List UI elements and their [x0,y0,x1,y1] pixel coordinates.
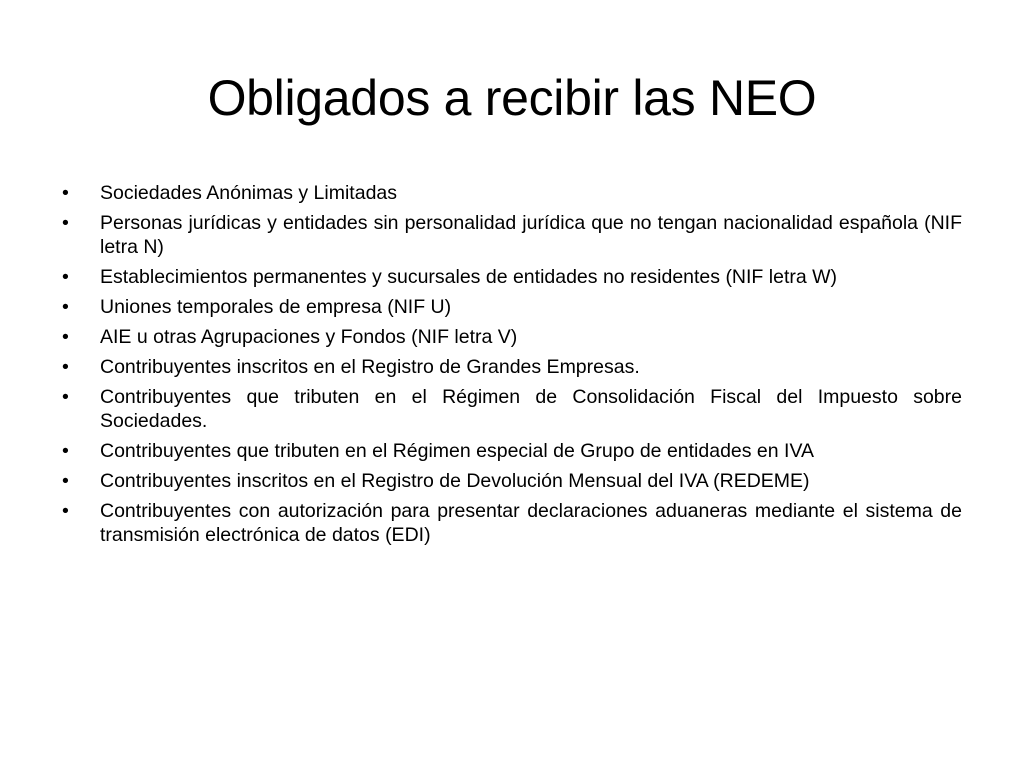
list-item [62,295,962,319]
bullet-icon: • [62,356,69,378]
list-item-text: Sociedades Anónimas y Limitadas [100,182,398,204]
list-item-text: AIE u otras Agrupaciones y Fondos (NIF letra V) [100,326,518,348]
bullet-icon: • [62,500,69,522]
bullet-icon: • [62,386,69,408]
bullet-icon: • [62,266,69,288]
bullet-icon: • [62,470,69,492]
list-item-text: Contribuyentes inscritos en el Registro de Grandes Empresas. [100,356,640,378]
list-item [62,385,962,433]
list-item [62,469,962,493]
list-item-text: Personas jurídicas y entidades sin personalidad jurídica que no tengan nacionalidad española (NIF letra N) [100,212,962,258]
list-item-text: Contribuyentes inscritos en el Registro de Devolución Mensual del IVA (REDEME) [100,470,810,492]
bullet-icon: • [62,296,69,318]
list-item [62,181,962,205]
bullet-icon: • [62,212,69,234]
bullet-icon: • [62,440,69,462]
list-item-text: Contribuyentes con autorización para presentar declaraciones aduaneras mediante el sistema de transmisión electrónica de datos (EDI) [100,500,962,546]
bullet-icon: • [62,182,69,204]
bullet-list [62,181,962,553]
bullet-icon: • [62,326,69,348]
list-item-text: Contribuyentes que tributen en el Régimen de Consolidación Fiscal del Impuesto sobre Sociedades. [100,386,962,432]
list-item [62,499,962,547]
list-item [62,265,962,289]
list-item [62,439,962,463]
list-item [62,211,962,259]
list-item [62,355,962,379]
list-item-text: Uniones temporales de empresa (NIF U) [100,296,452,318]
list-item-text: Contribuyentes que tributen en el Régimen especial de Grupo de entidades en IVA [100,440,815,462]
list-item-text: Establecimientos permanentes y sucursales de entidades no residentes (NIF letra W) [100,266,838,288]
list-item [62,325,962,349]
slide-title: Obligados a recibir las NEO [207,70,817,126]
